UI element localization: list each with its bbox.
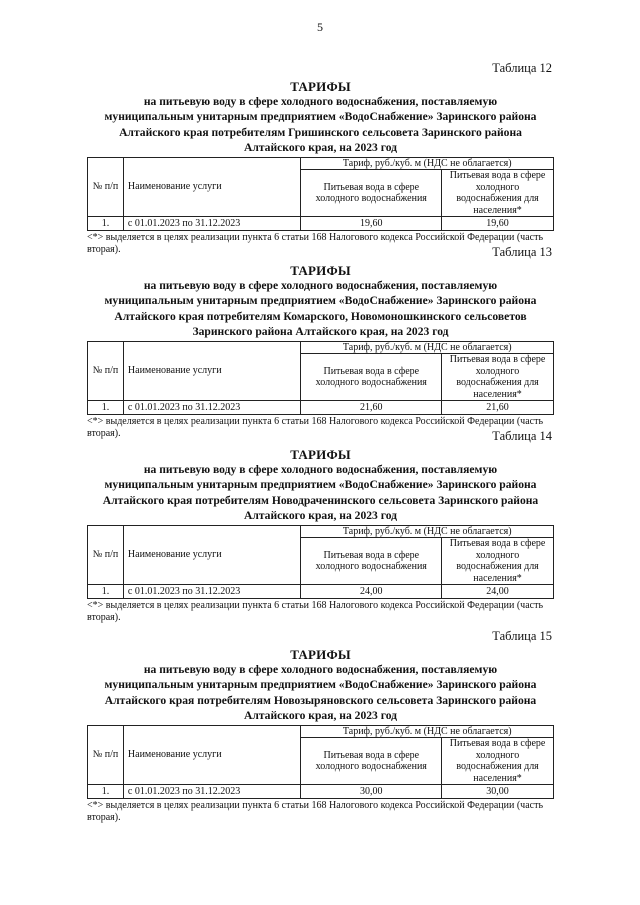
col-water-header: Питьевая вода в сфере холодного водоснабжения — [301, 538, 442, 585]
subtitle-line: на питьевую воду в сфере холодного водоснабжения, поставляемую — [143, 463, 498, 476]
row-number: 1. — [88, 585, 124, 599]
subtitle-line: Алтайского края потребителям Новодраченинского сельсовета Заринского района — [102, 493, 539, 507]
col-water-header: Питьевая вода в сфере холодного водоснабжения — [301, 354, 442, 401]
tariff-section-15 — [87, 628, 554, 823]
table-row — [88, 785, 554, 799]
subtitle-line: на питьевую воду в сфере холодного водоснабжения, поставляемую — [143, 95, 498, 108]
subtitle-line: муниципальным унитарным предприятием «ВодоСнабжение» Заринского района — [104, 478, 537, 492]
tariff-header: Тариф, руб./куб. м (НДС не облагается) — [301, 157, 554, 170]
page-number: 5 — [317, 20, 323, 34]
col-population-header: Питьевая вода в сфере холодного водоснабжения для населения* — [442, 354, 554, 401]
value-population: 24,00 — [442, 585, 554, 599]
value-population: 19,60 — [442, 217, 554, 231]
table-row — [88, 401, 554, 415]
col-num-header: № п/п — [88, 157, 124, 217]
subtitle-line: Алтайского края потребителям Гришинского сельсовета Заринского района — [119, 125, 522, 139]
tariff-table — [87, 157, 554, 232]
subtitle-line: на питьевую воду в сфере холодного водоснабжения, поставляемую — [143, 663, 498, 676]
table-label: Таблица 13 — [492, 245, 552, 259]
value-water: 21,60 — [301, 401, 442, 415]
table-row — [88, 217, 554, 231]
tariff-table — [87, 341, 554, 416]
tariff-section-14 — [87, 428, 554, 623]
row-period: с 01.01.2023 по 31.12.2023 — [123, 217, 301, 231]
section-title: ТАРИФЫ — [290, 447, 351, 462]
tariff-header: Тариф, руб./куб. м (НДС не облагается) — [301, 341, 554, 354]
col-num-header: № п/п — [88, 341, 124, 401]
subtitle-line: Алтайского края, на 2023 год — [243, 509, 398, 523]
table-row — [88, 585, 554, 599]
tariff-header: Тариф, руб./куб. м (НДС не облагается) — [301, 525, 554, 538]
tariff-table — [87, 525, 554, 600]
col-name-header: Наименование услуги — [123, 525, 301, 585]
row-number: 1. — [88, 785, 124, 799]
col-water-header: Питьевая вода в сфере холодного водоснабжения — [301, 170, 442, 217]
row-number: 1. — [88, 401, 124, 415]
subtitle-line: Заринского района Алтайского края, на 2023 год — [192, 325, 449, 339]
value-population: 30,00 — [442, 785, 554, 799]
value-water: 24,00 — [301, 585, 442, 599]
subtitle-line: муниципальным унитарным предприятием «ВодоСнабжение» Заринского района — [104, 294, 537, 308]
subtitle-line: Алтайского края, на 2023 год — [243, 141, 398, 155]
footnote: <*> выделяется в целях реализации пункта 6 статьи 168 Налогового кодекса Российской Федерации (часть вторая). — [87, 600, 544, 623]
col-name-header: Наименование услуги — [123, 157, 301, 217]
col-name-header: Наименование услуги — [123, 725, 301, 785]
section-subtitle — [87, 94, 554, 156]
tariff-header: Тариф, руб./куб. м (НДС не облагается) — [301, 725, 554, 738]
footnote: <*> выделяется в целях реализации пункта 6 статьи 168 Налогового кодекса Российской Федерации (часть вторая). — [87, 800, 544, 823]
value-water: 30,00 — [301, 785, 442, 799]
section-title: ТАРИФЫ — [290, 647, 351, 662]
section-title: ТАРИФЫ — [290, 79, 351, 94]
subtitle-line: Алтайского края, на 2023 год — [243, 709, 398, 723]
section-title: ТАРИФЫ — [290, 263, 351, 278]
col-population-header: Питьевая вода в сфере холодного водоснабжения для населения* — [442, 738, 554, 785]
subtitle-line: муниципальным унитарным предприятием «ВодоСнабжение» Заринского района — [104, 110, 537, 124]
subtitle-line: на питьевую воду в сфере холодного водоснабжения, поставляемую — [143, 279, 498, 292]
section-subtitle — [87, 278, 554, 340]
tariff-table — [87, 725, 554, 800]
footnote: <*> выделяется в целях реализации пункта 6 статьи 168 Налогового кодекса Российской Федерации (часть вторая). — [87, 416, 544, 439]
table-label: Таблица 15 — [492, 629, 552, 643]
subtitle-line: Алтайского края потребителям Комарского, Новомоношкинского сельсоветов — [114, 309, 527, 323]
subtitle-line: муниципальным унитарным предприятием «ВодоСнабжение» Заринского района — [104, 678, 537, 692]
col-water-header: Питьевая вода в сфере холодного водоснабжения — [301, 738, 442, 785]
table-label: Таблица 12 — [492, 61, 552, 75]
row-period: с 01.01.2023 по 31.12.2023 — [123, 785, 301, 799]
col-num-header: № п/п — [88, 725, 124, 785]
col-num-header: № п/п — [88, 525, 124, 585]
row-period: с 01.01.2023 по 31.12.2023 — [123, 401, 301, 415]
col-name-header: Наименование услуги — [123, 341, 301, 401]
table-label: Таблица 14 — [492, 429, 552, 443]
footnote: <*> выделяется в целях реализации пункта 6 статьи 168 Налогового кодекса Российской Федерации (часть вторая). — [87, 232, 544, 255]
row-period: с 01.01.2023 по 31.12.2023 — [123, 585, 301, 599]
row-number: 1. — [88, 217, 124, 231]
tariff-section-13 — [87, 244, 554, 439]
value-water: 19,60 — [301, 217, 442, 231]
col-population-header: Питьевая вода в сфере холодного водоснабжения для населения* — [442, 170, 554, 217]
col-population-header: Питьевая вода в сфере холодного водоснабжения для населения* — [442, 538, 554, 585]
section-subtitle — [87, 662, 554, 724]
section-subtitle — [87, 462, 554, 524]
value-population: 21,60 — [442, 401, 554, 415]
subtitle-line: Алтайского края потребителям Новозыряновского сельсовета Заринского района — [104, 693, 537, 707]
tariff-section-12 — [87, 60, 554, 255]
